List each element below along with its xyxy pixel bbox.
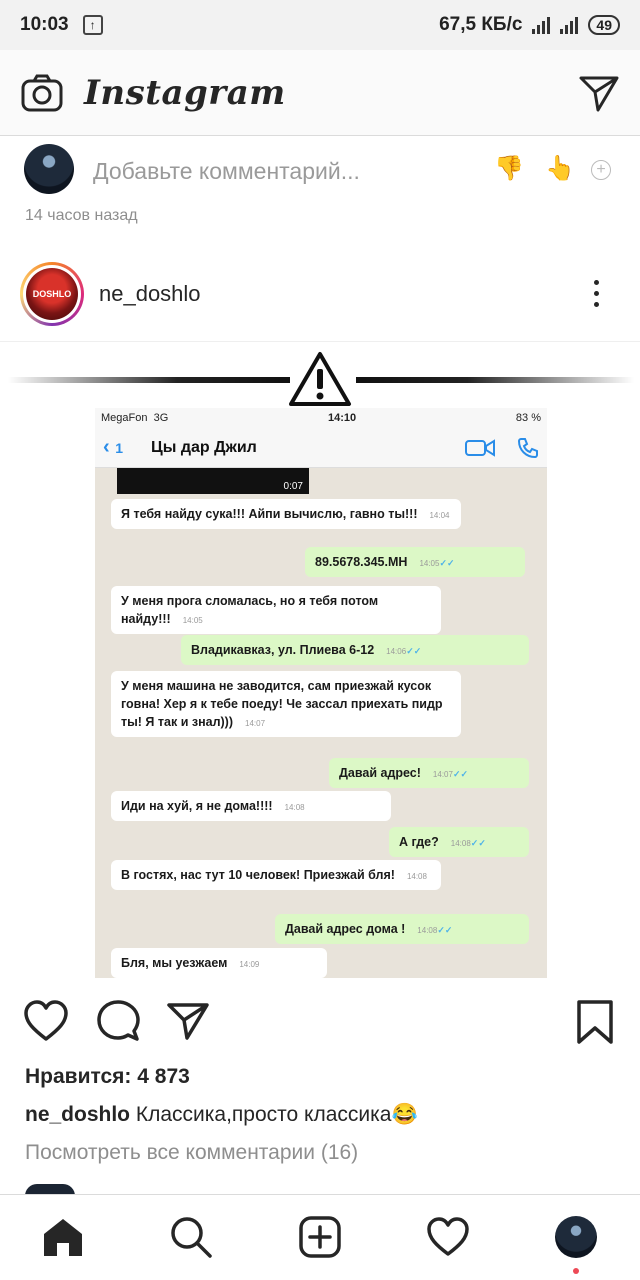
home-icon[interactable] xyxy=(41,1215,85,1259)
point-up-emoji[interactable]: 👆 xyxy=(545,155,575,182)
post-actions xyxy=(0,995,640,1051)
more-options-icon[interactable] xyxy=(594,280,599,307)
phone-call-icon xyxy=(517,437,539,459)
chat-message: У меня прога сломалась, но я тебя потом найду!!! 14:05 xyxy=(111,586,441,634)
video-message: 0:07 xyxy=(117,468,309,494)
chat-message: 89.5678.345.МН 14:05✓✓ xyxy=(305,547,525,577)
bottom-nav xyxy=(0,1194,640,1280)
divider xyxy=(356,377,634,383)
timestamp: 14 часов назад xyxy=(25,207,138,224)
chat-message: Иди на хуй, я не дома!!!! 14:08 xyxy=(111,791,391,821)
share-icon[interactable] xyxy=(166,1001,210,1041)
paper-plane-icon[interactable] xyxy=(578,73,620,113)
video-call-icon xyxy=(465,439,495,457)
chat-message: Владикавказ, ул. Плиева 6-12 14:06✓✓ xyxy=(181,635,529,665)
heart-icon[interactable] xyxy=(23,999,69,1043)
chat-message: У меня машина не заводится, сам приезжай кусок говна! Хер я к тебе поеду! Че зассал приехать пидр ты! Я так и знал))) 14:07 xyxy=(111,671,461,737)
view-comments-link[interactable]: Посмотреть все комментарии (16) xyxy=(25,1141,359,1164)
search-icon[interactable] xyxy=(169,1215,213,1259)
bookmark-icon[interactable] xyxy=(576,999,614,1045)
comment-input[interactable]: Добавьте комментарий... xyxy=(93,158,360,184)
chat-message: Давай адрес дома ! 14:08✓✓ xyxy=(275,914,529,944)
activity-heart-icon[interactable] xyxy=(426,1215,470,1259)
profile-avatar: DOSHLO xyxy=(26,268,78,320)
comment-icon[interactable] xyxy=(96,999,140,1043)
thumbs-down-emoji[interactable]: 👎 xyxy=(494,155,524,182)
network-speed: 67,5 КБ/с xyxy=(439,14,523,35)
camera-icon[interactable] xyxy=(20,73,64,113)
post-caption xyxy=(25,1103,418,1127)
new-post-icon[interactable] xyxy=(298,1215,342,1259)
chat-message: А где? 14:08✓✓ xyxy=(389,827,529,857)
status-bar xyxy=(0,0,640,50)
signal-icon xyxy=(532,16,550,34)
status-time: 10:03 xyxy=(20,14,69,35)
post-username[interactable]: ne_doshlo xyxy=(99,281,201,306)
app-bar xyxy=(0,50,640,136)
avatar xyxy=(24,144,74,194)
chat-battery: 83 % xyxy=(515,412,541,424)
signal-icon-2 xyxy=(560,16,578,34)
post-image[interactable] xyxy=(0,343,640,983)
back-icon: ‹ 1 xyxy=(103,436,124,458)
divider xyxy=(8,377,290,383)
chat-status-bar xyxy=(95,408,547,428)
caption-text: Классика,просто классика😂 xyxy=(135,1103,418,1126)
chat-time: 14:10 xyxy=(328,412,357,424)
chat-message: Бля, мы уезжаем 14:09 xyxy=(111,948,327,978)
chat-nav xyxy=(95,428,547,468)
add-comment-row xyxy=(0,136,640,236)
like-count[interactable]: Нравится: 4 873 xyxy=(25,1065,190,1088)
profile-tab[interactable] xyxy=(554,1215,598,1259)
add-emoji-icon[interactable]: + xyxy=(591,160,611,180)
battery-icon: 49 xyxy=(588,15,620,35)
network-type: 3G xyxy=(153,412,169,424)
contact-name: Цы дар Джил xyxy=(151,438,257,456)
chat-message: Я тебя найду сука!!! Айпи вычислю, гавно ты!!! 14:04 xyxy=(111,499,461,529)
chat-screenshot xyxy=(95,408,547,978)
app-logo: Instagram xyxy=(84,72,286,113)
post-header xyxy=(0,250,640,342)
notification-dot xyxy=(573,1268,579,1274)
avatar xyxy=(555,1216,597,1258)
warning-icon xyxy=(288,351,352,407)
chat-message: Давай адрес! 14:07✓✓ xyxy=(329,758,529,788)
carrier: MegaFon xyxy=(101,412,148,424)
story-ring[interactable] xyxy=(20,262,84,326)
caption-username[interactable]: ne_doshlo xyxy=(25,1103,131,1126)
upload-icon: ↑ xyxy=(83,15,103,35)
chat-message: В гостях, нас тут 10 человек! Приезжай бля! 14:08 xyxy=(111,860,441,890)
